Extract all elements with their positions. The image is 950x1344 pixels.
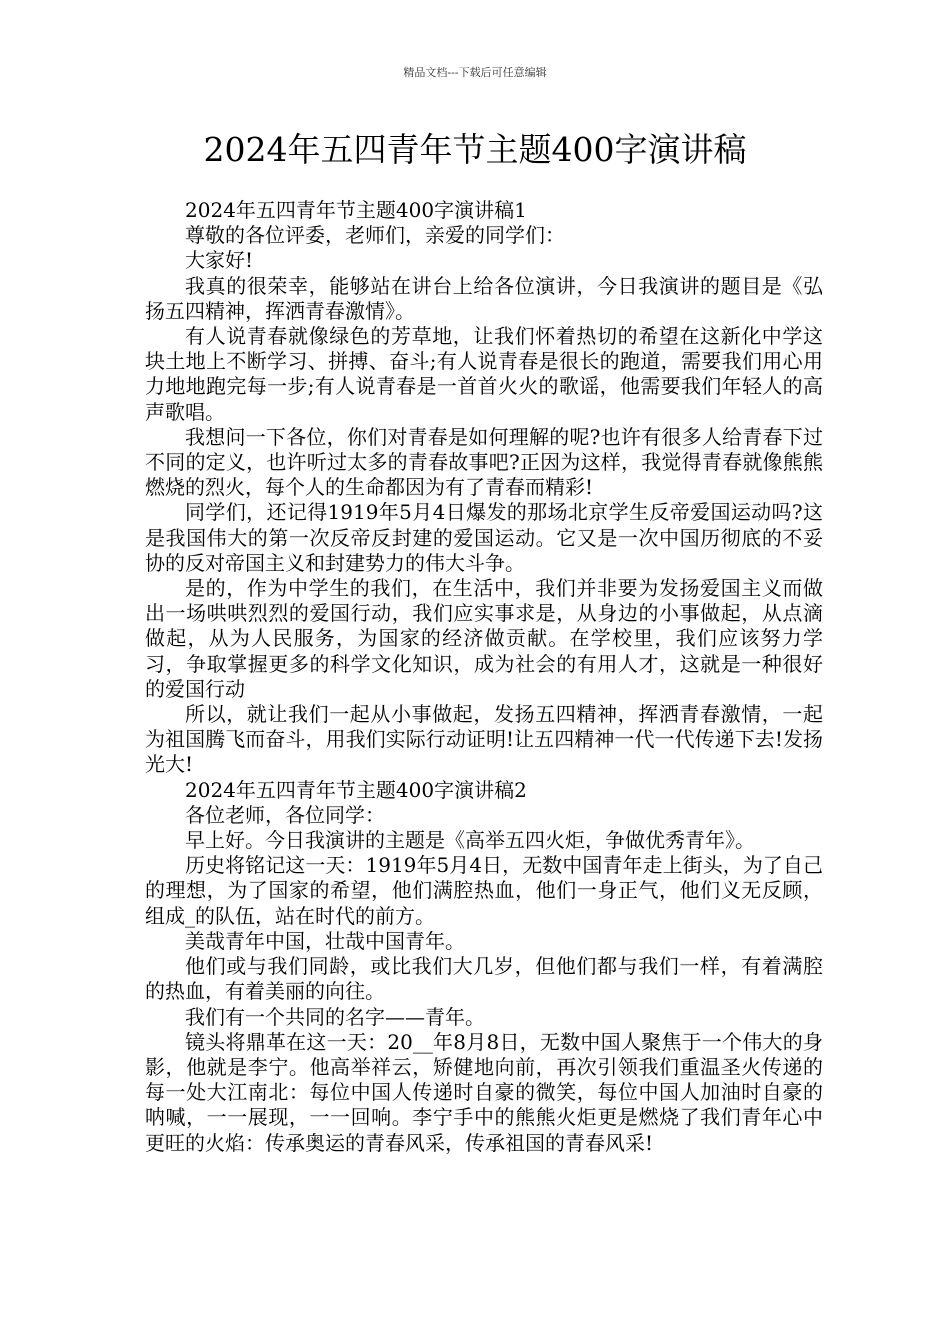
paragraph: 我们有一个共同的名字——青年。: [185, 1004, 485, 1029]
paragraph: 早上好。今日我演讲的主题是《高举五四火炬，争做优秀青年》。: [185, 828, 755, 853]
salutation: 各位老师，各位同学：: [185, 802, 385, 827]
paragraph: 有人说青春就像绿色的芳草地，让我们怀着热切的希望在这新化中学这块土地上不断学习、拼搏、奋斗;有人说青春是很长的跑道，需要我们用心用力地地跑完每一步;有人说青春是一首首火火的歌谣，他需要我们年轻人的高声歌唱。: [145, 324, 823, 424]
document-title: 2024年五四青年节主题400字演讲稿: [203, 130, 747, 169]
paragraph: 美哉青年中国，壮哉中国青年。: [185, 928, 465, 953]
paragraph: 同学们，还记得1919年5月4日爆发的那场北京学生反帝爱国运动吗?这是我国伟大的第一次反帝反封建的爱国运动。它又是一次中国历彻底的不妥协的反对帝国主义和封建势力的伟大斗争。: [145, 500, 823, 575]
salutation: 尊敬的各位评委，老师们，亲爱的同学们：: [185, 223, 565, 248]
paragraph: 历史将铭记这一天：1919年5月4日，无数中国青年走上街头，为了自己的理想，为了国家的希望，他们满腔热血，他们一身正气，他们义无反顾，组成_的队伍，站在时代的前方。: [145, 853, 823, 928]
paragraph: 所以，就让我们一起从小事做起，发扬五四精神，挥洒青春激情，一起为祖国腾飞而奋斗，用我们实际行动证明!让五四精神一代一代传递下去!发扬光大!: [145, 702, 823, 777]
paragraph: 他们或与我们同龄，或比我们大几岁，但他们都与我们一样，有着满腔的热血，有着美丽的向往。: [145, 954, 823, 1004]
paragraph: 是的，作为中学生的我们，在生活中，我们并非要为发扬爱国主义而做出一场哄哄烈烈的爱国行动，我们应实事求是，从身边的小事做起，从点滴做起，从为人民服务，为国家的经济做贡献。在学校里，我们应该努力学习，争取掌握更多的科学文化知识，成为社会的有用人才，这就是一种很好的爱国行动: [145, 576, 823, 701]
document-body: [145, 198, 823, 1156]
subheading-speech-2: 2024年五四青年节主题400字演讲稿2: [185, 777, 527, 802]
greeting: 大家好!: [185, 248, 254, 273]
paragraph: 我想问一下各位，你们对青春是如何理解的呢?也许有很多人给青春下过不同的定义，也许听过太多的青春故事吧?正因为这样，我觉得青春就像熊熊燃烧的烈火，每个人的生命都因为有了青春而精彩!: [145, 424, 823, 500]
header-note: 精品文档---下载后可任意编辑: [403, 66, 547, 79]
subheading-speech-1: 2024年五四青年节主题400字演讲稿1: [185, 198, 527, 222]
paragraph: 我真的很荣幸，能够站在讲台上给各位演讲，今日我演讲的题目是《弘扬五四精神，挥洒青春激情》。: [145, 273, 823, 323]
paragraph: 镜头将鼎革在这一天：20__年8月8日，无数中国人聚焦于一个伟大的身影，他就是李宁。他高举祥云，矫健地向前，再次引领我们重温圣火传递的每一处大江南北：每位中国人传递时自豪的微笑，每位中国人加油时自豪的呐喊，一一展现，一一回响。李宁手中的熊熊火炬更是燃烧了我们青年心中更旺的火焰：传承奥运的青春风采，传承祖国的青春风采!: [145, 1029, 823, 1155]
